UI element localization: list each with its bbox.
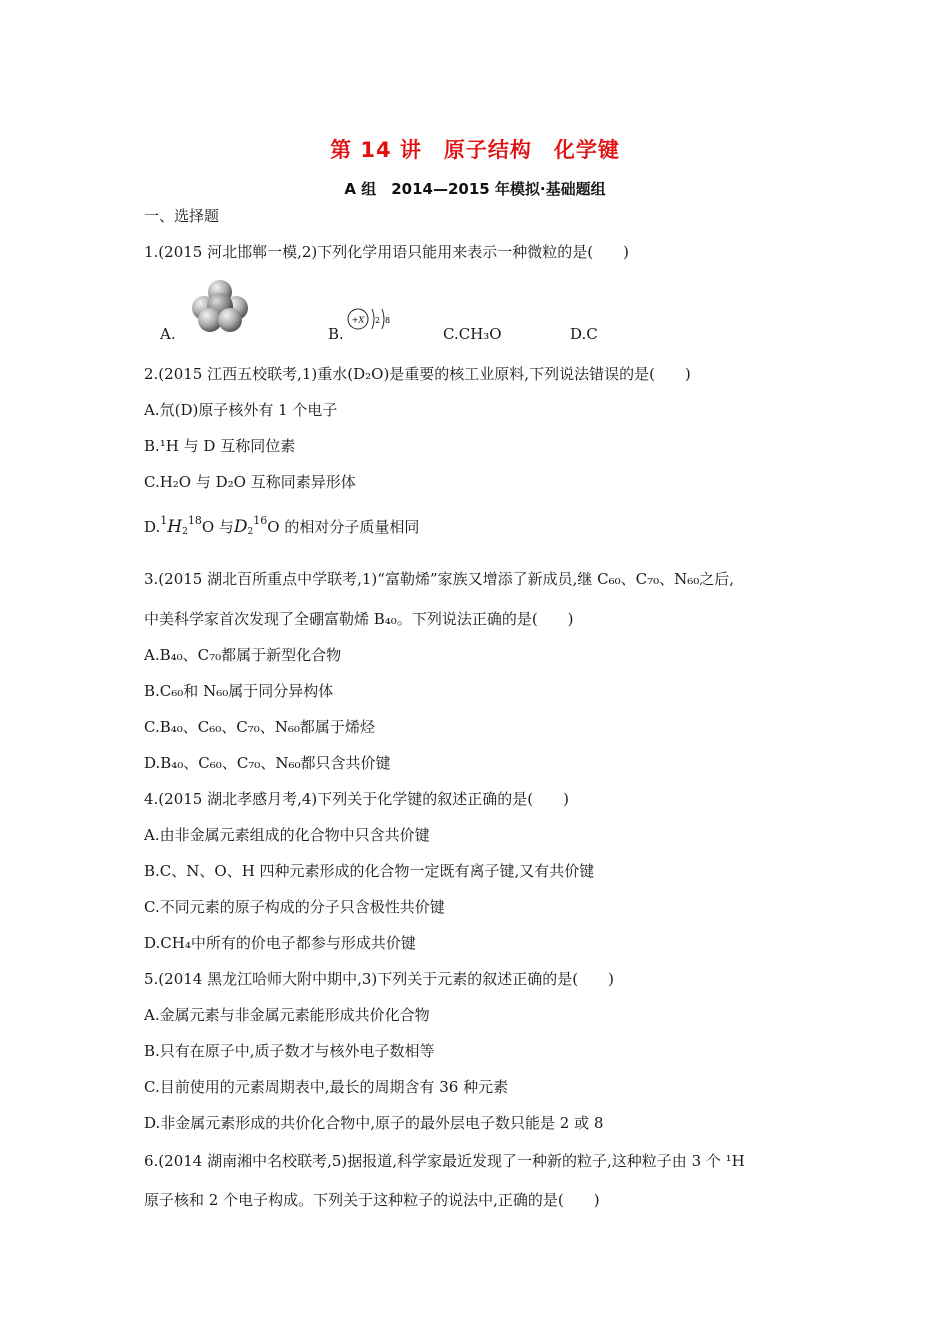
q3-option-a: A.B₄₀、C₇₀都属于新型化合物 xyxy=(144,646,342,664)
section-heading: 一、选择题 xyxy=(144,207,220,225)
q2-d-symbol-h: H xyxy=(167,517,183,537)
q3-option-d: D.B₄₀、C₆₀、C₇₀、N₆₀都只含共价键 xyxy=(144,754,391,772)
q5-option-d: D.非金属元素形成的共价化合物中,原子的最外层电子数只能是 2 或 8 xyxy=(144,1114,604,1132)
q5-option-a: A.金属元素与非金属元素能形成共价化合物 xyxy=(144,1006,430,1024)
q2-d-prefix: D. xyxy=(144,518,161,536)
q1-option-b: B. xyxy=(328,325,344,343)
nucleus-label: +X xyxy=(351,315,365,325)
question-4-stem: 4.(2015 湖北孝感月考,4)下列关于化学键的叙述正确的是( ) xyxy=(144,790,569,808)
q2-d-sub-h: 2 xyxy=(182,527,188,537)
question-3-stem-line-1: 3.(2015 湖北百所重点中学联考,1)“富勒烯”家族又增添了新成员,继 C₆₀、C₇₀、N₆₀之后, xyxy=(144,570,735,588)
q2-d-tail: O 的相对分子质量相同 xyxy=(267,518,420,536)
question-6-stem-line-2: 原子核和 2 个电子构成。下列关于这种粒子的说法中,正确的是( ) xyxy=(144,1191,600,1209)
q2-d-mass-1: 1 xyxy=(160,514,168,527)
q5-option-b: B.只有在原子中,质子数才与核外电子数相等 xyxy=(144,1042,435,1060)
shell-1-count: 2 xyxy=(375,316,381,325)
page-subtitle: A 组 2014—2015 年模拟·基础题组 xyxy=(344,180,606,198)
q4-option-b: B.C、N、O、H 四种元素形成的化合物一定既有离子键,又有共价键 xyxy=(144,862,595,880)
q4-option-c: C.不同元素的原子构成的分子只含极性共价键 xyxy=(144,898,445,916)
atomic-structure-diagram xyxy=(346,304,396,334)
q2-option-c: C.H₂O 与 D₂O 互称同素异形体 xyxy=(144,473,356,491)
page-title: 第 14 讲 原子结构 化学键 xyxy=(330,138,620,162)
q2-d-o1: O 与 xyxy=(201,518,234,536)
q1-option-c: C.CH₃O xyxy=(443,325,502,343)
q2-option-d xyxy=(144,512,419,541)
q2-d-sub-d: 2 xyxy=(247,527,254,537)
q2-option-b: B.¹H 与 D 互称同位素 xyxy=(144,437,296,455)
q2-d-mass-18: 18 xyxy=(187,514,202,527)
q5-option-c: C.目前使用的元素周期表中,最长的周期含有 36 种元素 xyxy=(144,1078,509,1096)
q1-option-a: A. xyxy=(160,325,176,343)
q2-d-mass-16: 16 xyxy=(253,514,268,527)
q1-option-d: D.C xyxy=(570,325,598,343)
q4-option-a: A.由非金属元素组成的化合物中只含共价键 xyxy=(144,826,430,844)
question-1-stem: 1.(2015 河北邯郸一模,2)下列化学用语只能用来表示一种微粒的是( ) xyxy=(144,243,629,261)
question-6-stem-line-1: 6.(2014 湖南湘中名校联考,5)据报道,科学家最近发现了一种新的粒子,这种粒子由 3 个 ¹H xyxy=(144,1152,745,1170)
question-3-stem-line-2: 中美科学家首次发现了全硼富勒烯 B₄₀。下列说法正确的是( ) xyxy=(144,610,574,628)
space-filling-molecule-image xyxy=(192,278,248,334)
q4-option-d: D.CH₄中所有的价电子都参与形成共价键 xyxy=(144,934,416,952)
shell-2-count: 8 xyxy=(385,316,391,325)
q2-d-symbol-d: D xyxy=(233,517,248,537)
question-5-stem: 5.(2014 黑龙江哈师大附中期中,3)下列关于元素的叙述正确的是( ) xyxy=(144,970,614,988)
question-2-stem: 2.(2015 江西五校联考,1)重水(D₂O)是重要的核工业原料,下列说法错误的是( ) xyxy=(144,365,691,383)
q2-option-a: A.氘(D)原子核外有 1 个电子 xyxy=(144,401,338,419)
q3-option-c: C.B₄₀、C₆₀、C₇₀、N₆₀都属于烯烃 xyxy=(144,718,375,736)
q3-option-b: B.C₆₀和 N₆₀属于同分异构体 xyxy=(144,682,334,700)
